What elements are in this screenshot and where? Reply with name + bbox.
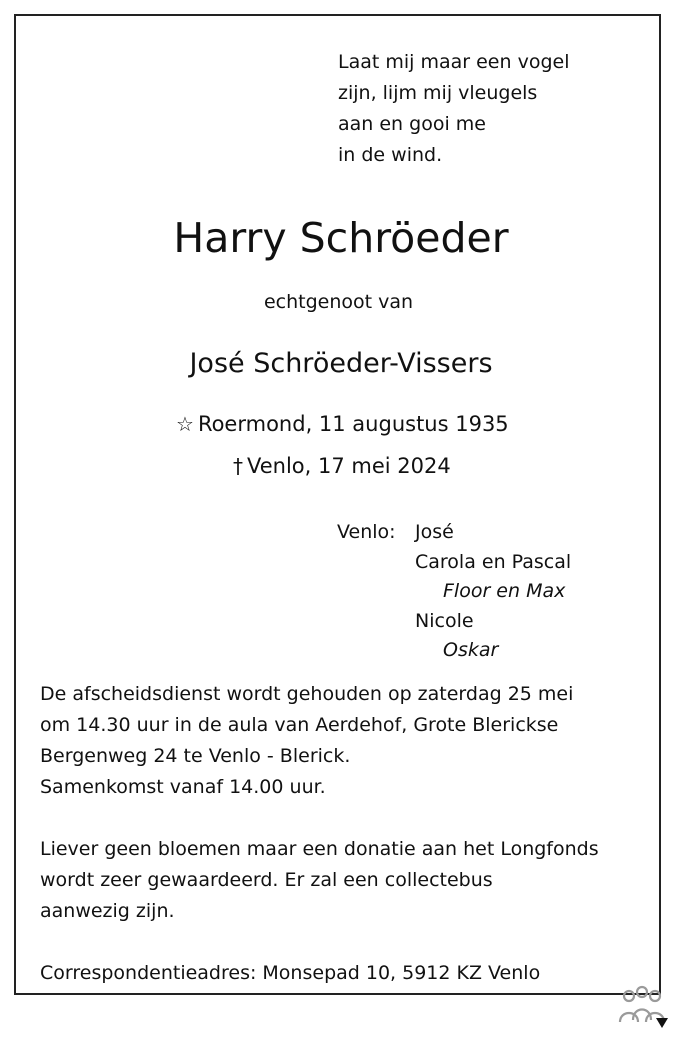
poem-line: in de wind. — [338, 144, 443, 166]
poem-line: zijn, lijm mij vleugels — [338, 82, 538, 104]
birth-line — [176, 409, 509, 439]
correspondence-address: Correspondentieadres: Monsepad 10, 5912 KZ Venlo — [40, 962, 541, 984]
spacer — [40, 927, 650, 958]
family-member: Carola en Pascal — [415, 550, 572, 573]
triangle-down-icon — [656, 1018, 668, 1028]
spacer — [40, 803, 650, 834]
notice-text — [40, 679, 650, 989]
service-line: De afscheidsdienst wordt gehouden op zaterdag 25 mei — [40, 683, 574, 705]
family-member-grandchildren: Floor en Max — [443, 580, 566, 602]
donation-line: wordt zeer gewaardeerd. Er zal een collectebus — [40, 869, 493, 891]
family-member: José — [415, 521, 454, 543]
star-icon: ☆ — [176, 412, 194, 436]
family-member-grandchildren: Oskar — [443, 639, 499, 661]
family-member: Nicole — [415, 609, 474, 632]
people-group-icon[interactable] — [616, 984, 668, 1030]
deceased-name: Harry Schröeder — [173, 214, 509, 262]
donation-line: Liever geen bloemen maar een donatie aan het Longfonds — [40, 838, 599, 860]
birth-date: Roermond, 11 augustus 1935 — [197, 412, 509, 436]
relation-label: echtgenoot van — [263, 291, 414, 313]
cross-icon: † — [233, 454, 243, 478]
service-line: Samenkomst vanaf 14.00 uur. — [40, 776, 326, 798]
poem — [338, 47, 569, 171]
donation-line: aanwezig zijn. — [40, 900, 175, 922]
spouse-name: José Schröeder-Vissers — [189, 348, 493, 379]
poem-line: Laat mij maar een vogel — [338, 51, 570, 73]
service-line: Bergenweg 24 te Venlo - Blerick. — [40, 745, 351, 767]
death-line — [233, 451, 451, 481]
poem-line: aan en gooi me — [338, 113, 486, 135]
death-date: Venlo, 17 mei 2024 — [247, 454, 451, 478]
service-line: om 14.30 uur in de aula van Aerdehof, Grote Blerickse — [40, 714, 559, 736]
family-place: Venlo: — [337, 521, 396, 543]
family-members — [415, 518, 571, 666]
